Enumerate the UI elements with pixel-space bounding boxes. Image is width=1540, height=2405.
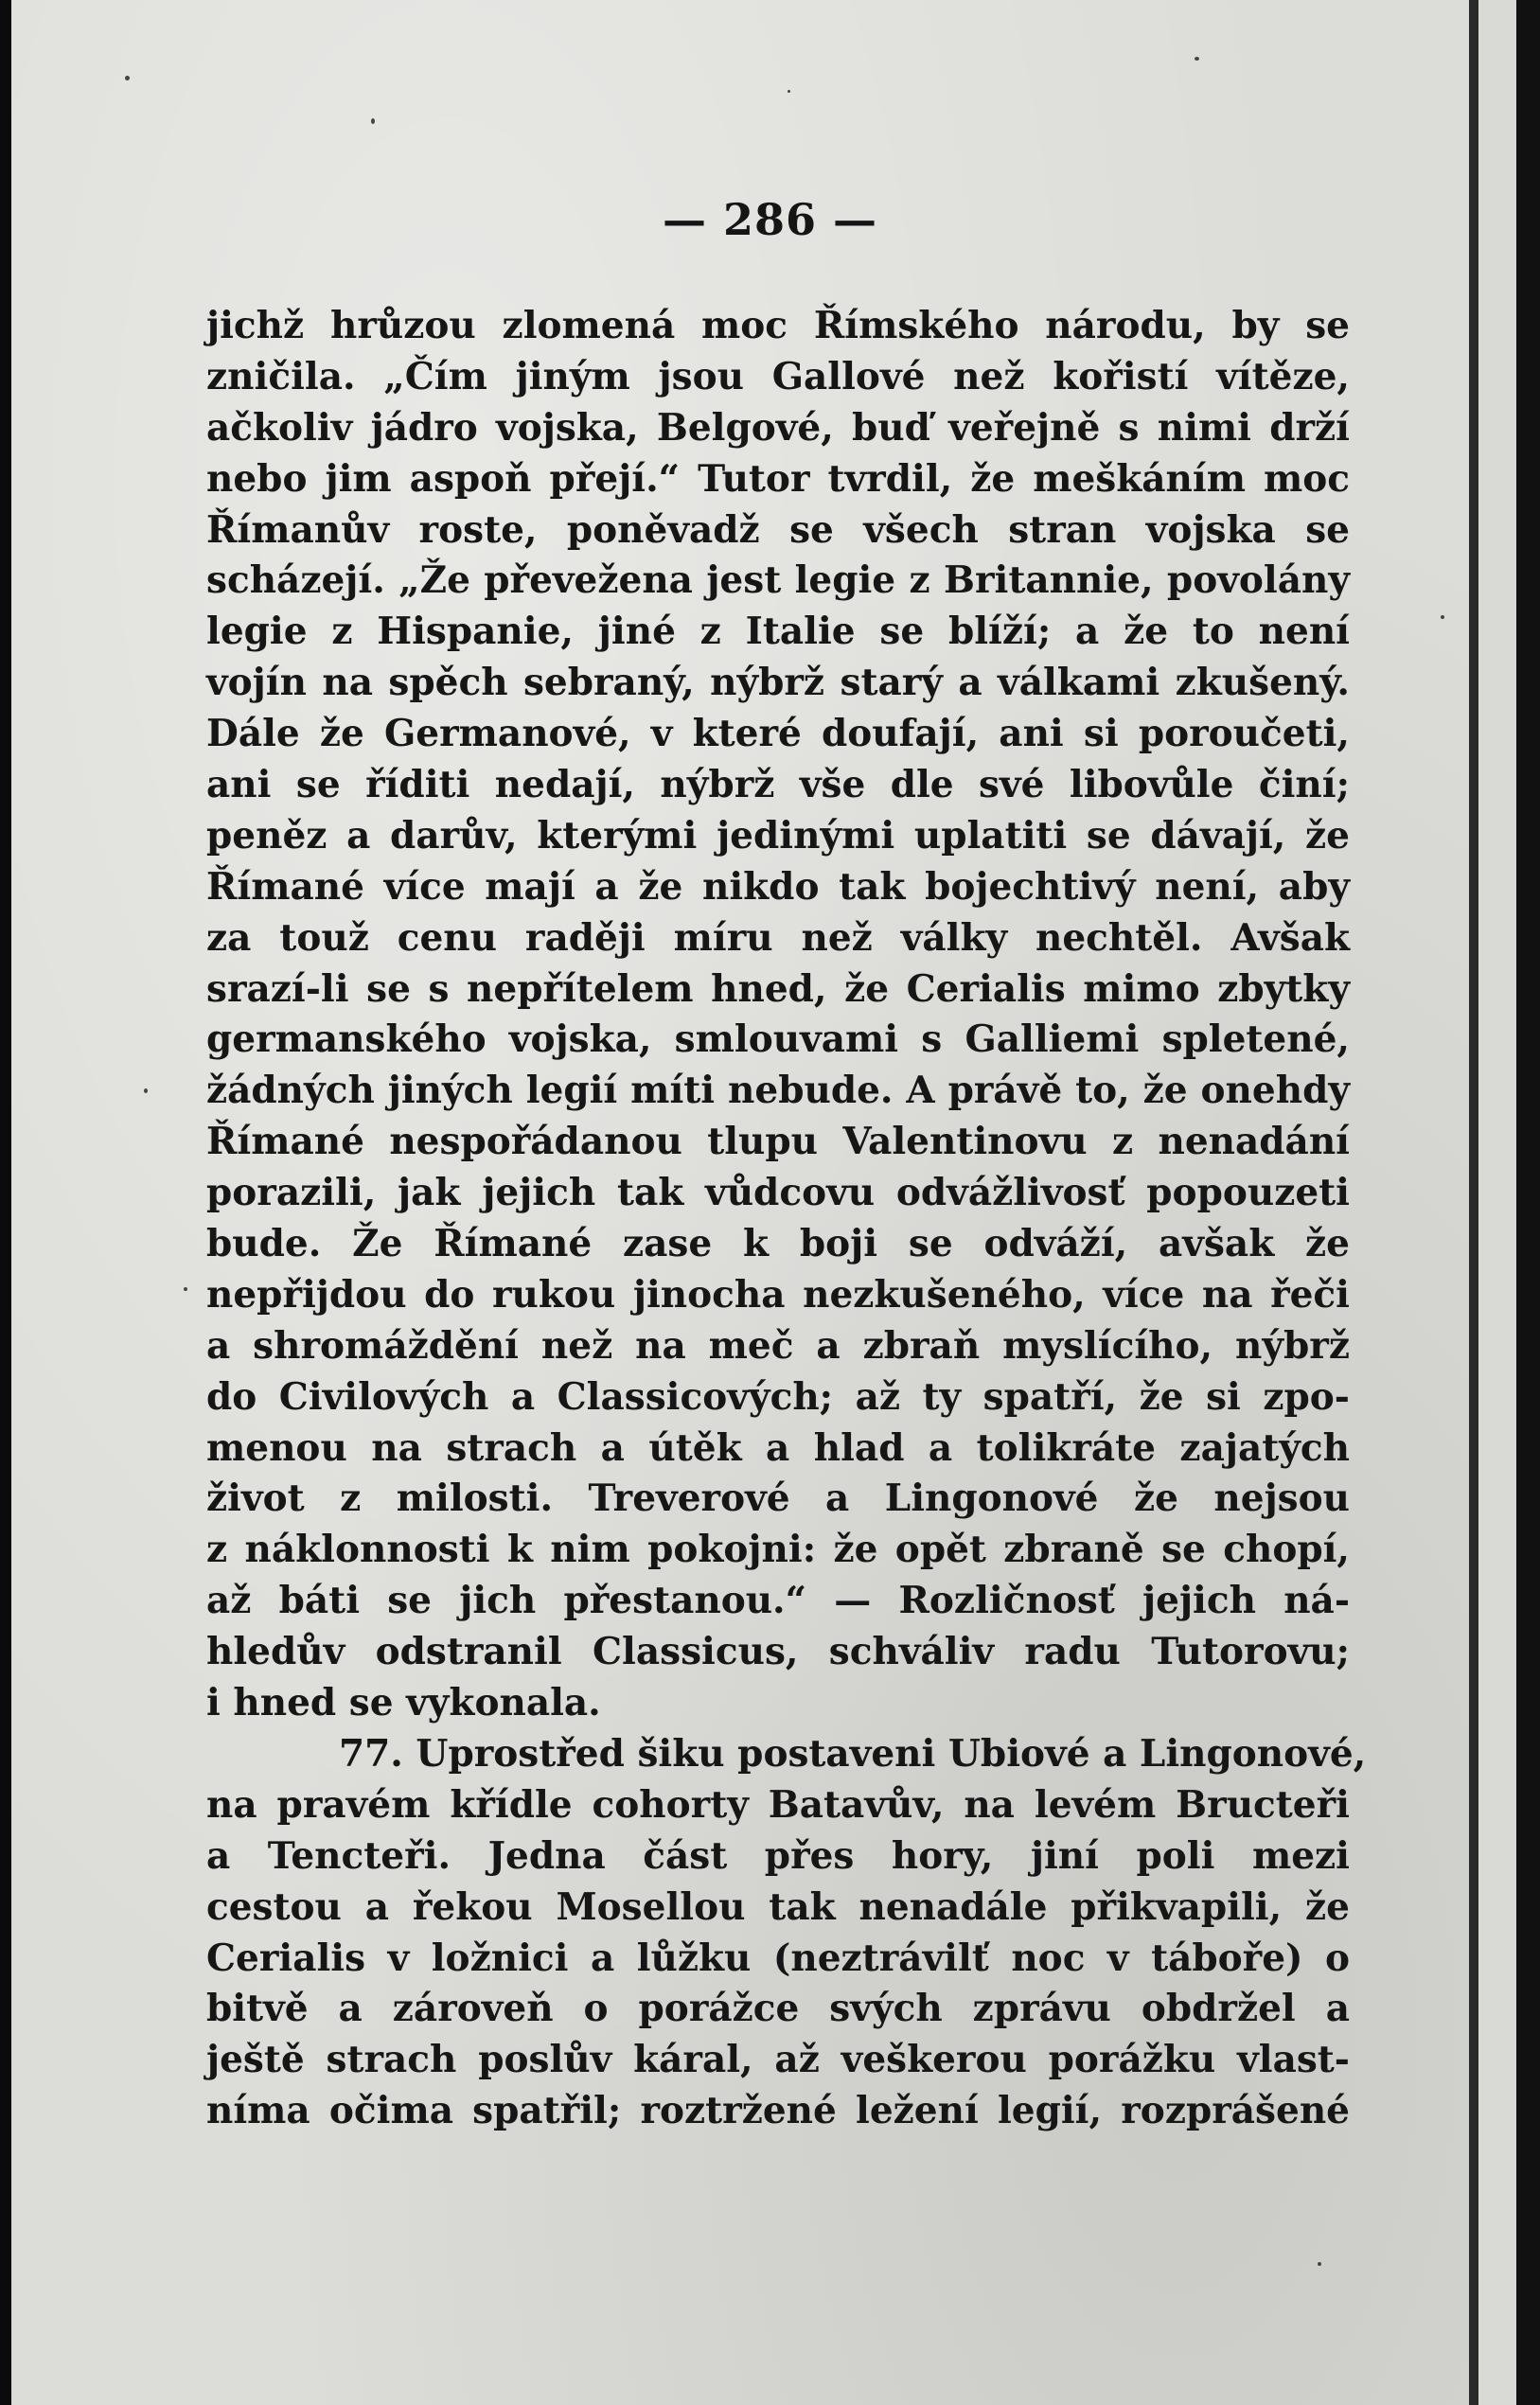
text-line: legie z Hispanie, jiné z Italie se blíží; a že to není bbox=[206, 610, 1350, 654]
text-line: nepřijdou do rukou jinocha nezkušeného, více na řeči bbox=[206, 1272, 1350, 1317]
text-line: germanského vojska, smlouvami s Galliemi spletené, bbox=[206, 1017, 1350, 1062]
scan-border bbox=[1516, 0, 1540, 2405]
text-line: Římané nespořádanou tlupu Valentinovu z nenadání bbox=[206, 1120, 1350, 1164]
dust-speck bbox=[788, 90, 790, 93]
next-page-strip bbox=[1478, 0, 1516, 2405]
text-line: zničila. „Čím jiným jsou Gallové než kořistí vítěze, bbox=[206, 354, 1350, 398]
text-line: ačkoliv jádro vojska, Belgové, buď veřejně s nimi drží bbox=[206, 405, 1350, 450]
text-line: vojín na spěch sebraný, nýbrž starý a válkami zkušený. bbox=[206, 661, 1350, 705]
text-line: Dále že Germanové, v které doufají, ani si poroučeti, bbox=[206, 712, 1350, 756]
text-line: do Civilových a Classicových; až ty spatří, že si zpo- bbox=[206, 1374, 1350, 1419]
text-line: peněz a darův, kterými jedinými uplatiti se dávají, že bbox=[206, 813, 1350, 858]
text-line: hledův odstranil Classicus, schváliv radu Tutorovu; bbox=[206, 1630, 1350, 1674]
dust-speck bbox=[144, 1088, 148, 1093]
text-line: a shromáždění než na meč a zbraň myslícího, nýbrž bbox=[206, 1323, 1350, 1368]
text-line: jichž hrůzou zlomená moc Římského národu, by se bbox=[206, 304, 1350, 347]
dust-speck bbox=[1441, 615, 1444, 619]
text-line: menou na strach a útěk a hlad a tolikráte zajatých bbox=[206, 1425, 1350, 1470]
text-line: Cerialis v ložnici a lůžku (neztrávilť noc v táboře) o bbox=[206, 1936, 1350, 1980]
dust-speck bbox=[125, 76, 130, 80]
text-line: život z milosti. Treverové a Lingonové že nejsou bbox=[206, 1477, 1350, 1521]
text-line: scházejí. „Že převežena jest legie z Britannie, povolány bbox=[206, 558, 1350, 603]
text-line: ani se říditi nedají, nýbrž vše dle své libovůle činí; bbox=[206, 763, 1350, 807]
text-line: a Tencteři. Jedna část přes hory, jiní poli mezi bbox=[206, 1833, 1350, 1878]
text-line: z náklonnosti k nim pokojni: že opět zbraně se chopí, bbox=[206, 1528, 1350, 1572]
text-line: za touž cenu raději míru než války nechtěl. Avšak bbox=[206, 915, 1350, 960]
text-line: i hned se vykonala. bbox=[206, 1681, 601, 1725]
text-line: cestou a řekou Mosellou tak nenadále přikvapili, že bbox=[206, 1884, 1350, 1929]
text-line: bude. Že Římané zase k boji se odváží, avšak že bbox=[206, 1222, 1350, 1266]
text-line: bitvě a zároveň o porážce svých zprávu obdržel a bbox=[206, 1987, 1350, 2031]
dust-speck bbox=[184, 1287, 187, 1291]
text-line: srazí-li se s nepřítelem hned, že Cerialis mimo zbytky bbox=[206, 966, 1350, 1011]
text-line: ještě strach poslův káral, až veškerou porážku vlast- bbox=[206, 2038, 1350, 2082]
text-line: níma očima spatřil; roztržené ležení legií, rozprášené bbox=[206, 2089, 1350, 2133]
page-edge bbox=[1469, 0, 1478, 2405]
text-line: nebo jim aspoň přejí.“ Tutor tvrdil, že meškáním moc bbox=[206, 456, 1350, 501]
text-line: žádných jiných legií míti nebude. A právě to, že onehdy bbox=[206, 1069, 1350, 1113]
section-start-line: 77. Uprostřed šiku postaveni Ubiové a Lingonové, bbox=[339, 1731, 1367, 1776]
text-line: Římané více mají a že nikdo tak bojechtivý není, aby bbox=[206, 864, 1350, 909]
text-line: až báti se jich přestanou.“ — Rozličnosť jejich ná- bbox=[206, 1579, 1350, 1623]
text-line: porazili, jak jejich tak vůdcovu odvážlivosť popouzeti bbox=[206, 1171, 1350, 1215]
page-number: — 286 — bbox=[662, 194, 878, 245]
dust-speck bbox=[371, 118, 375, 124]
text-line: Římanův roste, poněvadž se všech stran vojska se bbox=[206, 507, 1350, 552]
dust-speck bbox=[1318, 2262, 1321, 2266]
text-line: na pravém křídle cohorty Batavův, na levém Bructeři bbox=[206, 1782, 1350, 1827]
dust-speck bbox=[1195, 57, 1199, 61]
body-text bbox=[206, 301, 1367, 2137]
